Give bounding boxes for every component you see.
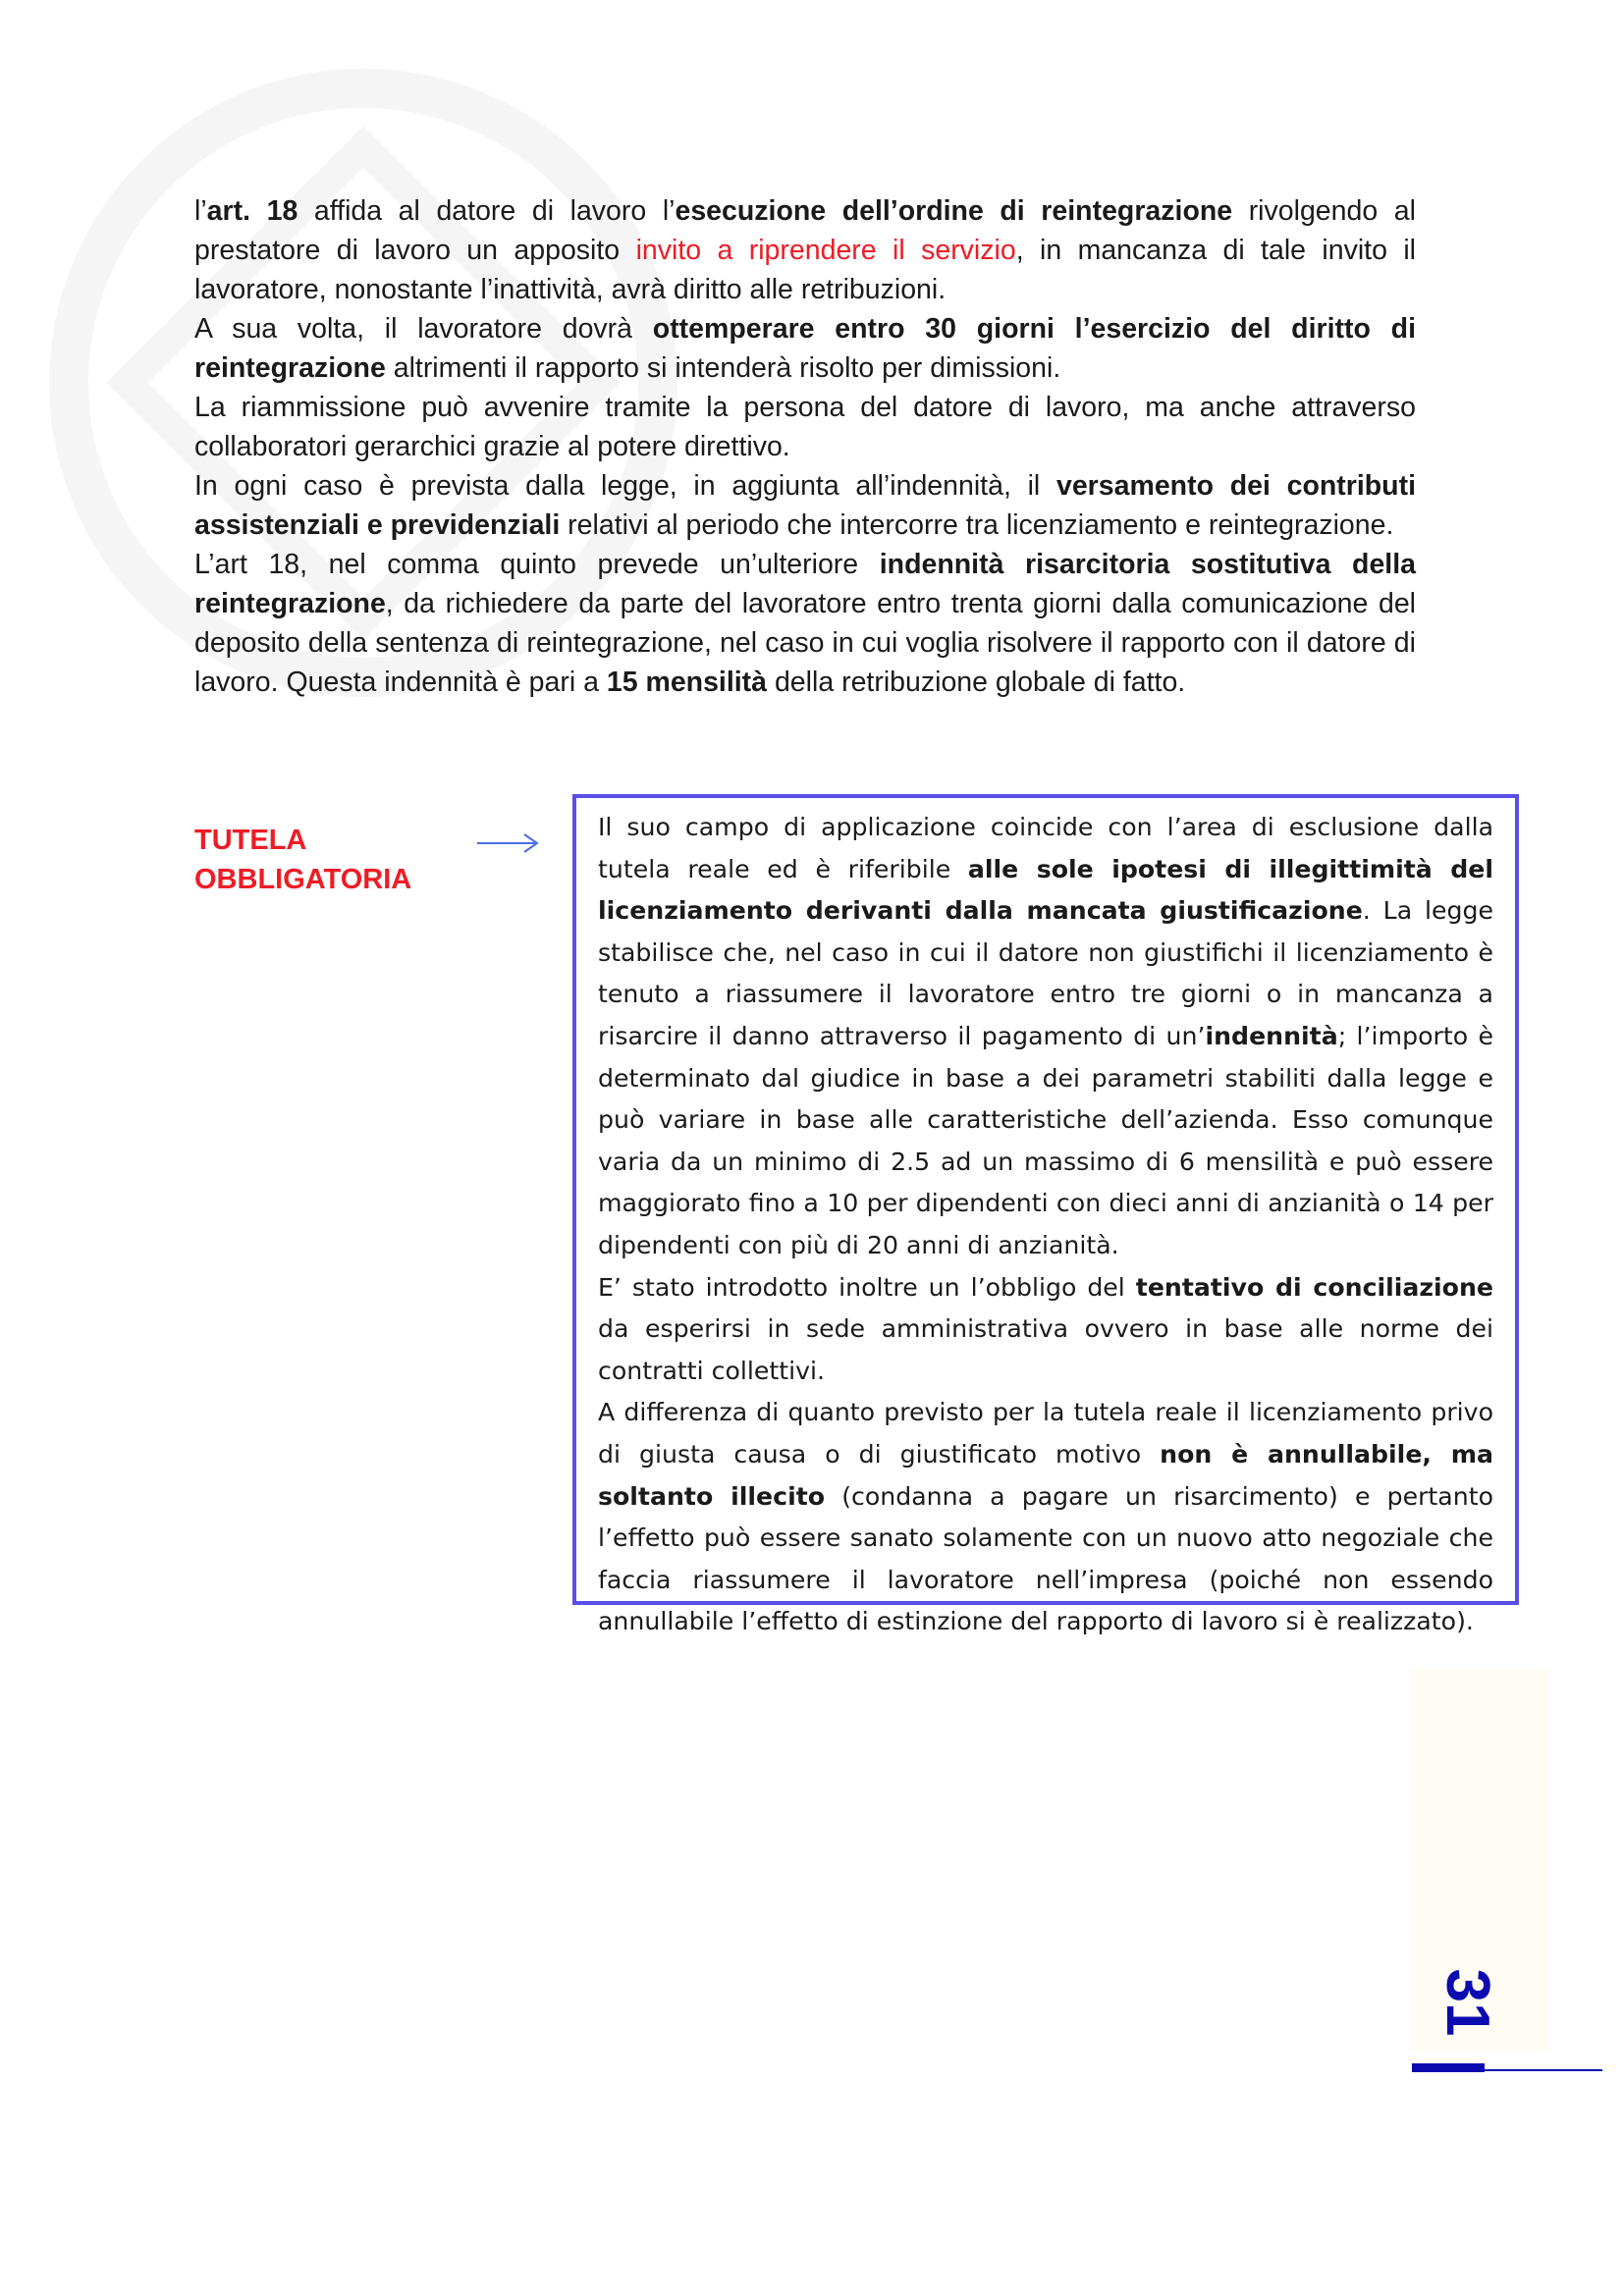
paragraph-riammissione: La riammissione può avvenire tramite la persona del datore di lavoro, ma anche attraverso collaboratori gerarchici grazie al potere direttivo. xyxy=(194,392,1416,462)
paragraph-indennita: L’art 18, nel comma quinto prevede un’ulteriore indennità risarcitoria sostitutiva della reintegrazione, da richiedere da parte del lavoratore entro trenta giorni dalla comunicazione del deposito della sentenza di reintegrazione, nel caso in cui voglia risolvere il rapporto con il datore di lavoro. Questa indennità è pari a 15 mensilità della retribuzione globale di fatto. xyxy=(194,549,1416,698)
paragraph-contributi: In ogni caso è prevista dalla legge, in aggiunta all’indennità, il versamento dei contributi assistenziali e previdenziali relativi al periodo che intercorre tra licenziamento e reintegrazione. xyxy=(194,470,1416,541)
box-paragraph-differenza: A differenza di quanto previsto per la tutela reale il licenziamento privo di giusta causa o di giustificato motivo non è annullabile, ma soltanto illecito (condanna a pagare un risarcimento) e pertanto l’effetto può essere sanato solamente con un nuovo atto negoziale che faccia riassumere il lavoratore nell’impresa (poiché non essendo annullabile l’effetto di estinzione del rapporto di lavoro si è realizzato). xyxy=(598,1398,1493,1636)
page-number-rule-thin xyxy=(1485,2069,1602,2071)
section-label-line2: OBBLIGATORIA xyxy=(194,864,412,895)
box-paragraph-campo: Il suo campo di applicazione coincide con l’area di esclusione dalla tutela reale ed è riferibile alle sole ipotesi di illegittimità del licenziamento derivanti dalla mancata giustificazione. La legge stabilisce che, nel caso in cui il datore non giustifichi il licenziamento è tenuto a riassumere il lavoratore entro tre giorni o in mancanza a risarcire il danno attraverso il pagamento di un’indennità; l’importo è determinato dal giudice in base a dei parametri stabiliti dalla legge e può variare in base alle caratteristiche dell’azienda. Esso comunque varia da un minimo di 2.5 ad un massimo di 6 mensilità e può essere maggiorato fino a 10 per dipendenti con dieci anni di anzianità o 14 per dipendenti con più di 20 anni di anzianità. xyxy=(598,813,1494,1259)
arrow-right-icon xyxy=(475,830,540,856)
section-label-line1: TUTELA xyxy=(194,825,307,856)
highlight-invito: invito a riprendere il servizio xyxy=(635,235,1016,266)
tutela-obbligatoria-box xyxy=(572,794,1519,1636)
paragraph-art18: l’art. 18 affida al datore di lavoro l’esecuzione dell’ordine di reintegrazione rivolgendo al prestatore di lavoro un apposito invito a riprendere il servizio, in mancanza di tale invito il lavoratore, nonostante l’inattività, avrà diritto alle retribuzioni. xyxy=(194,195,1416,305)
page-number-rule-thick xyxy=(1412,2063,1485,2072)
page-number: 31 xyxy=(1434,1968,1502,2037)
box-paragraph-conciliazione: E’ stato introdotto inoltre un l’obbligo del tentativo di conciliazione da esperirsi in sede amministrativa ovvero in base alle norme dei contratti collettivi. xyxy=(598,1272,1494,1385)
main-text xyxy=(194,191,1416,702)
section-label-tutela-obbligatoria xyxy=(194,821,411,899)
paragraph-ottemperare: A sua volta, il lavoratore dovrà ottemperare entro 30 giorni l’esercizio del diritto di reintegrazione altrimenti il rapporto si intenderà risolto per dimissioni. xyxy=(194,313,1416,384)
